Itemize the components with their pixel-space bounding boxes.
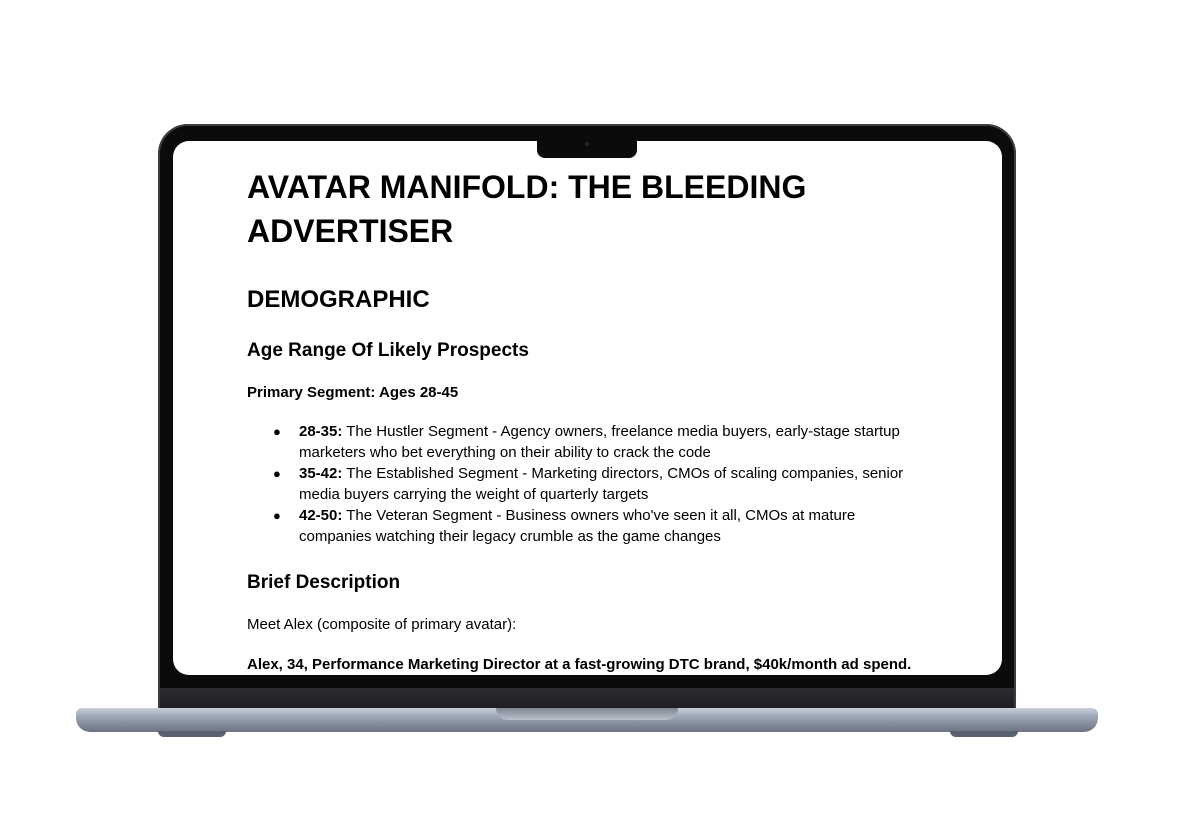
camera-icon xyxy=(585,142,589,146)
age-range-heading: Age Range Of Likely Prospects xyxy=(247,340,529,361)
laptop-screen xyxy=(173,141,1002,675)
segment-age-range: 35-42: xyxy=(299,465,343,482)
segment-age-range: 28-35: xyxy=(299,423,343,440)
brief-description-heading: Brief Description xyxy=(247,572,401,593)
segment-list xyxy=(247,421,927,547)
profile-paragraph: Alex, 34, Performance Marketing Director at a fast-growing DTC brand, $40k/month ad spend. xyxy=(247,656,912,673)
segment-description: The Veteran Segment - Business owners who've seen it all, CMOs at mature companies watching their legacy crumble as the game changes xyxy=(299,507,856,545)
segment-description: The Hustler Segment - Agency owners, freelance media buyers, early-stage startup marketers who bet everything on their ability to crack the code xyxy=(299,423,900,461)
title-line-1: AVATAR MANIFOLD: THE BLEEDING xyxy=(247,169,807,205)
segment-description: The Established Segment - Marketing directors, CMOs of scaling companies, senior media buyers carrying the weight of quarterly targets xyxy=(299,465,904,503)
segment-age-range: 42-50: xyxy=(299,507,343,524)
list-item xyxy=(299,421,927,463)
list-item xyxy=(299,505,927,547)
laptop-opening-notch xyxy=(496,708,678,720)
document-title xyxy=(247,165,927,253)
laptop-foot-right xyxy=(950,731,1018,737)
laptop-foot-left xyxy=(158,731,226,737)
primary-segment-line: Primary Segment: Ages 28-45 xyxy=(247,384,459,401)
intro-paragraph: Meet Alex (composite of primary avatar): xyxy=(247,616,517,633)
section-heading-demographic: DEMOGRAPHIC xyxy=(247,286,430,313)
title-line-2: ADVERTISER xyxy=(247,213,454,249)
camera-notch xyxy=(537,139,637,158)
list-item xyxy=(299,463,927,505)
screen-bezel-bottom xyxy=(160,688,1014,710)
document-page xyxy=(247,165,927,675)
